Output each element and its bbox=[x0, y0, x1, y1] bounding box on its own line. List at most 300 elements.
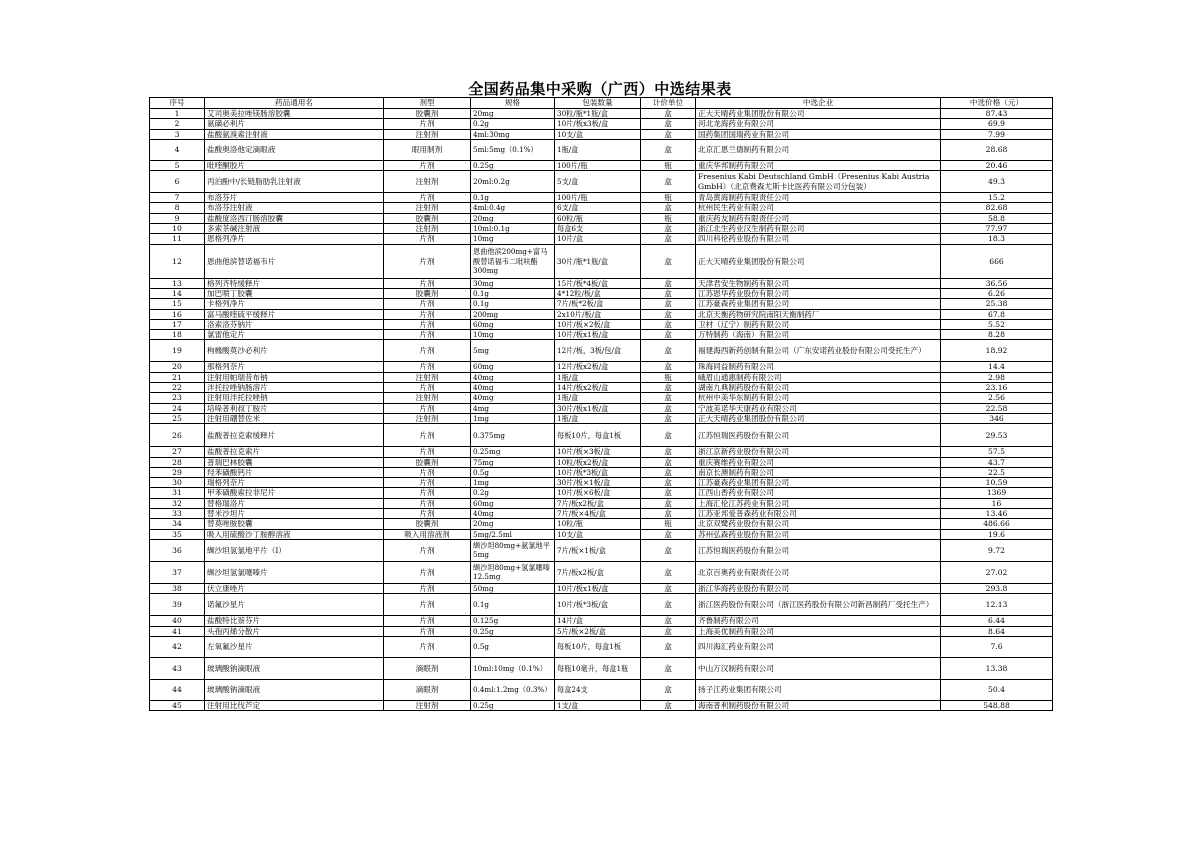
cell-no: 11 bbox=[150, 234, 205, 244]
cell-price: 18.3 bbox=[941, 234, 1053, 244]
cell-price: 6.26 bbox=[941, 288, 1053, 298]
table-row bbox=[150, 679, 1053, 700]
cell-pack: 每瓶10毫升，每盒1瓶 bbox=[555, 657, 641, 679]
table-row bbox=[150, 561, 1053, 583]
cell-company: 峨眉山通惠制药有限公司 bbox=[696, 372, 941, 382]
cell-company: 江苏恒瑞医药股份有限公司 bbox=[696, 424, 941, 447]
cell-no: 31 bbox=[150, 488, 205, 498]
table-row bbox=[150, 509, 1053, 519]
cell-name: 吡喹酮胶片 bbox=[205, 160, 384, 170]
table-row bbox=[150, 478, 1053, 488]
table-row bbox=[150, 193, 1053, 203]
cell-pack: 5支/盒 bbox=[555, 171, 641, 193]
cell-company: 江苏亚邦爱普森药业有限公司 bbox=[696, 509, 941, 519]
cell-price: 8.64 bbox=[941, 626, 1053, 636]
cell-company: 正大天晴药业集团股份有限公司 bbox=[696, 244, 941, 278]
table-row bbox=[150, 309, 1053, 319]
cell-pack: 7片/板×4板/盒 bbox=[555, 509, 641, 519]
table-row bbox=[150, 519, 1053, 529]
table-row bbox=[150, 539, 1053, 561]
cell-no: 3 bbox=[150, 129, 205, 139]
cell-no: 44 bbox=[150, 679, 205, 700]
cell-unit: 盒 bbox=[641, 679, 696, 700]
cell-spec: 40mg bbox=[471, 509, 555, 519]
cell-spec: 0.25g bbox=[471, 626, 555, 636]
cell-no: 21 bbox=[150, 372, 205, 382]
table-row bbox=[150, 467, 1053, 477]
cell-unit: 盒 bbox=[641, 139, 696, 160]
cell-price: 666 bbox=[941, 244, 1053, 278]
cell-price: 548.88 bbox=[941, 700, 1053, 710]
cell-name: 培哚普利叔丁胺片 bbox=[205, 403, 384, 413]
table-row bbox=[150, 171, 1053, 193]
cell-price: 293.8 bbox=[941, 583, 1053, 593]
cell-no: 36 bbox=[150, 539, 205, 561]
cell-no: 27 bbox=[150, 447, 205, 457]
cell-form: 注射剂 bbox=[384, 203, 471, 213]
cell-form: 胶囊剂 bbox=[384, 288, 471, 298]
cell-pack: 6支/盒 bbox=[555, 203, 641, 213]
cell-no: 39 bbox=[150, 594, 205, 616]
cell-no: 41 bbox=[150, 626, 205, 636]
cell-spec: 4ml:30mg bbox=[471, 129, 555, 139]
column-header-pack: 包装数量 bbox=[555, 98, 641, 109]
cell-form: 注射剂 bbox=[384, 224, 471, 234]
cell-price: 23.16 bbox=[941, 383, 1053, 393]
cell-form: 片剂 bbox=[384, 594, 471, 616]
cell-pack: 30片/板×1板/盒 bbox=[555, 478, 641, 488]
cell-price: 9.72 bbox=[941, 539, 1053, 561]
cell-price: 28.68 bbox=[941, 139, 1053, 160]
cell-company: 南京长澳制药有限公司 bbox=[696, 467, 941, 477]
cell-company: 北京天衡药物研究院南阳天衡制药厂 bbox=[696, 309, 941, 319]
table-row bbox=[150, 447, 1053, 457]
cell-name: 多索茶碱注射液 bbox=[205, 224, 384, 234]
table-body bbox=[150, 109, 1053, 711]
cell-spec: 0.2g bbox=[471, 488, 555, 498]
cell-unit: 盒 bbox=[641, 299, 696, 309]
cell-spec: 4mg bbox=[471, 403, 555, 413]
cell-no: 19 bbox=[150, 340, 205, 362]
cell-pack: 7片/板×1板/盒 bbox=[555, 539, 641, 561]
table-row bbox=[150, 383, 1053, 393]
cell-spec: 10ml:10mg（0.1%） bbox=[471, 657, 555, 679]
cell-form: 片剂 bbox=[384, 636, 471, 657]
cell-no: 45 bbox=[150, 700, 205, 710]
table-row bbox=[150, 278, 1053, 288]
cell-unit: 盒 bbox=[641, 393, 696, 403]
column-header-company: 中选企业 bbox=[696, 98, 941, 109]
cell-spec: 20mg bbox=[471, 109, 555, 119]
cell-spec: 5mg/2.5ml bbox=[471, 529, 555, 539]
cell-company: 四川海汇药业有限公司 bbox=[696, 636, 941, 657]
cell-form: 片剂 bbox=[384, 362, 471, 372]
cell-form: 片剂 bbox=[384, 234, 471, 244]
cell-spec: 40mg bbox=[471, 383, 555, 393]
cell-pack: 10支/盒 bbox=[555, 129, 641, 139]
cell-spec: 0.5g bbox=[471, 636, 555, 657]
cell-unit: 盒 bbox=[641, 403, 696, 413]
cell-company: 浙江北生药业汉生制药有限公司 bbox=[696, 224, 941, 234]
cell-company: 上海美优制药有限公司 bbox=[696, 626, 941, 636]
cell-form: 胶囊剂 bbox=[384, 213, 471, 223]
cell-unit: 瓶 bbox=[641, 213, 696, 223]
cell-unit: 盒 bbox=[641, 203, 696, 213]
cell-form: 注射剂 bbox=[384, 372, 471, 382]
cell-name: 洛索洛芬钠片 bbox=[205, 319, 384, 329]
cell-name: 注射用帕瑞昔布钠 bbox=[205, 372, 384, 382]
cell-pack: 7片/板x2板/盒 bbox=[555, 498, 641, 508]
cell-name: 枸橼酸莫沙必利片 bbox=[205, 340, 384, 362]
cell-unit: 盒 bbox=[641, 561, 696, 583]
cell-company: 浙江华海药业股份有限公司 bbox=[696, 583, 941, 593]
cell-pack: 10粒/瓶 bbox=[555, 519, 641, 529]
cell-form: 片剂 bbox=[384, 583, 471, 593]
cell-unit: 盒 bbox=[641, 488, 696, 498]
cell-unit: 瓶 bbox=[641, 160, 696, 170]
cell-spec: 0.2g bbox=[471, 119, 555, 129]
cell-company: 中山万汉制药有限公司 bbox=[696, 657, 941, 679]
table-row bbox=[150, 657, 1053, 679]
cell-price: 69.9 bbox=[941, 119, 1053, 129]
table-row bbox=[150, 413, 1053, 423]
cell-company: Fresenius Kabi Deutschland GmbH（Fresenius Kabi Austria GmbH）（北京费森尤斯卡比医药有限公司分包装） bbox=[696, 171, 941, 193]
cell-spec: 0.1g bbox=[471, 193, 555, 203]
cell-name: 玻璃酸钠滴眼液 bbox=[205, 657, 384, 679]
cell-name: 盐酸奥洛他定滴眼液 bbox=[205, 139, 384, 160]
cell-company: 天津君安生物制药有限公司 bbox=[696, 278, 941, 288]
cell-unit: 盒 bbox=[641, 626, 696, 636]
cell-no: 14 bbox=[150, 288, 205, 298]
cell-price: 22.58 bbox=[941, 403, 1053, 413]
cell-form: 胶囊剂 bbox=[384, 519, 471, 529]
cell-form: 片剂 bbox=[384, 193, 471, 203]
cell-no: 6 bbox=[150, 171, 205, 193]
cell-name: 恩格列净片 bbox=[205, 234, 384, 244]
cell-price: 1369 bbox=[941, 488, 1053, 498]
cell-price: 16 bbox=[941, 498, 1053, 508]
cell-no: 22 bbox=[150, 383, 205, 393]
cell-price: 43.7 bbox=[941, 457, 1053, 467]
page-title: 全国药品集中采购（广西）中选结果表 bbox=[468, 80, 732, 98]
cell-no: 40 bbox=[150, 616, 205, 626]
cell-name: 玻璃酸钠滴眼液 bbox=[205, 679, 384, 700]
table-row bbox=[150, 594, 1053, 616]
cell-no: 30 bbox=[150, 478, 205, 488]
cell-form: 片剂 bbox=[384, 447, 471, 457]
table-row bbox=[150, 203, 1053, 213]
cell-company: 海南普利制药股份有限公司 bbox=[696, 700, 941, 710]
cell-name: 恩曲他滨替诺福韦片 bbox=[205, 244, 384, 278]
cell-form: 片剂 bbox=[384, 119, 471, 129]
cell-name: 瑞格列奈片 bbox=[205, 478, 384, 488]
column-header-form: 剂型 bbox=[384, 98, 471, 109]
cell-name: 注射用比伐芦定 bbox=[205, 700, 384, 710]
cell-company: 珠海同益制药有限公司 bbox=[696, 362, 941, 372]
table-row bbox=[150, 330, 1053, 340]
cell-company: 正大天晴药业集团股份有限公司 bbox=[696, 413, 941, 423]
cell-form: 片剂 bbox=[384, 319, 471, 329]
cell-form: 片剂 bbox=[384, 278, 471, 288]
cell-spec: 75mg bbox=[471, 457, 555, 467]
cell-form: 片剂 bbox=[384, 488, 471, 498]
cell-name: 富马酸喹硫平缓释片 bbox=[205, 309, 384, 319]
cell-pack: 10片/板×3板/盒 bbox=[555, 447, 641, 457]
cell-pack: 1支/盒 bbox=[555, 700, 641, 710]
cell-price: 13.46 bbox=[941, 509, 1053, 519]
table-row bbox=[150, 109, 1053, 119]
cell-company: 江西山香药业有限公司 bbox=[696, 488, 941, 498]
cell-spec: 10mg bbox=[471, 330, 555, 340]
cell-price: 5.52 bbox=[941, 319, 1053, 329]
cell-spec: 0.1g bbox=[471, 299, 555, 309]
cell-unit: 盒 bbox=[641, 413, 696, 423]
cell-name: 左氧氟沙星片 bbox=[205, 636, 384, 657]
cell-unit: 瓶 bbox=[641, 193, 696, 203]
cell-unit: 盒 bbox=[641, 616, 696, 626]
cell-company: 重庆赛维药业有限公司 bbox=[696, 457, 941, 467]
cell-pack: 7片/板*2板/盒 bbox=[555, 299, 641, 309]
cell-company: 杭州民生药业有限公司 bbox=[696, 203, 941, 213]
cell-no: 26 bbox=[150, 424, 205, 447]
cell-name: 盐酸度洛西汀肠溶胶囊 bbox=[205, 213, 384, 223]
cell-spec: 20ml:0.2g bbox=[471, 171, 555, 193]
table-row bbox=[150, 529, 1053, 539]
cell-spec: 5ml:5mg（0.1%） bbox=[471, 139, 555, 160]
cell-no: 15 bbox=[150, 299, 205, 309]
cell-price: 486.66 bbox=[941, 519, 1053, 529]
cell-company: 上海汇伦江苏药业有限公司 bbox=[696, 498, 941, 508]
cell-company: 杭州中美华东制药有限公司 bbox=[696, 393, 941, 403]
cell-company: 重庆华邦制药有限公司 bbox=[696, 160, 941, 170]
table-row bbox=[150, 498, 1053, 508]
cell-company: 苏州弘森药业股份有限公司 bbox=[696, 529, 941, 539]
cell-unit: 盒 bbox=[641, 119, 696, 129]
cell-price: 87.43 bbox=[941, 109, 1053, 119]
cell-price: 77.97 bbox=[941, 224, 1053, 234]
cell-company: 福建海西新药创制有限公司（广东安诺药业股份有限公司受托生产） bbox=[696, 340, 941, 362]
cell-form: 片剂 bbox=[384, 160, 471, 170]
cell-no: 16 bbox=[150, 309, 205, 319]
cell-pack: 1瓶/盒 bbox=[555, 413, 641, 423]
cell-spec: 5mg bbox=[471, 340, 555, 362]
cell-form: 注射剂 bbox=[384, 393, 471, 403]
cell-unit: 盒 bbox=[641, 509, 696, 519]
cell-spec: 0.125g bbox=[471, 616, 555, 626]
cell-unit: 盒 bbox=[641, 309, 696, 319]
table-row bbox=[150, 244, 1053, 278]
cell-price: 27.02 bbox=[941, 561, 1053, 583]
cell-pack: 12片/板，3板/包/盒 bbox=[555, 340, 641, 362]
cell-price: 67.8 bbox=[941, 309, 1053, 319]
cell-price: 57.5 bbox=[941, 447, 1053, 457]
cell-company: 北京汇恩兰德制药有限公司 bbox=[696, 139, 941, 160]
cell-company: 四川科伦药业股份有限公司 bbox=[696, 234, 941, 244]
cell-company: 浙江医药股份有限公司（浙江医药股份有限公司新昌制药厂受托生产） bbox=[696, 594, 941, 616]
table-row bbox=[150, 488, 1053, 498]
cell-name: 缬沙坦氢氯地平片（I） bbox=[205, 539, 384, 561]
cell-unit: 盒 bbox=[641, 700, 696, 710]
cell-unit: 盒 bbox=[641, 424, 696, 447]
cell-form: 注射剂 bbox=[384, 129, 471, 139]
cell-pack: 10片/板x1板/盒 bbox=[555, 330, 641, 340]
cell-unit: 瓶 bbox=[641, 372, 696, 382]
cell-company: 北京双鹭药业股份有限公司 bbox=[696, 519, 941, 529]
table-row bbox=[150, 213, 1053, 223]
cell-pack: 15片/板*4板/盒 bbox=[555, 278, 641, 288]
cell-form: 注射剂 bbox=[384, 700, 471, 710]
cell-company: 万特制药（海南）有限公司 bbox=[696, 330, 941, 340]
cell-form: 片剂 bbox=[384, 539, 471, 561]
cell-no: 33 bbox=[150, 509, 205, 519]
cell-company: 重庆药友制药有限责任公司 bbox=[696, 213, 941, 223]
table-header-row bbox=[150, 98, 1053, 109]
cell-no: 35 bbox=[150, 529, 205, 539]
cell-pack: 1瓶/盒 bbox=[555, 393, 641, 403]
cell-name: 普瑞巴林胶囊 bbox=[205, 457, 384, 467]
cell-form: 片剂 bbox=[384, 561, 471, 583]
cell-no: 29 bbox=[150, 467, 205, 477]
cell-spec: 60mg bbox=[471, 319, 555, 329]
cell-price: 6.44 bbox=[941, 616, 1053, 626]
cell-form: 片剂 bbox=[384, 383, 471, 393]
cell-unit: 盒 bbox=[641, 171, 696, 193]
cell-price: 19.6 bbox=[941, 529, 1053, 539]
cell-pack: 10片/板×6板/盒 bbox=[555, 488, 641, 498]
table-row bbox=[150, 288, 1053, 298]
cell-pack: 30粒/瓶*1瓶/盒 bbox=[555, 109, 641, 119]
cell-company: 江苏豪森药业集团有限公司 bbox=[696, 299, 941, 309]
cell-unit: 盒 bbox=[641, 447, 696, 457]
cell-pack: 1瓶/盒 bbox=[555, 139, 641, 160]
table-row bbox=[150, 372, 1053, 382]
cell-spec: 40mg bbox=[471, 372, 555, 382]
cell-spec: 0.4ml:1.2mg（0.3%） bbox=[471, 679, 555, 700]
cell-no: 7 bbox=[150, 193, 205, 203]
cell-name: 布洛芬注射液 bbox=[205, 203, 384, 213]
cell-pack: 每盒6支 bbox=[555, 224, 641, 234]
cell-no: 43 bbox=[150, 657, 205, 679]
column-header-name: 药品通用名 bbox=[205, 98, 384, 109]
cell-no: 8 bbox=[150, 203, 205, 213]
cell-form: 片剂 bbox=[384, 340, 471, 362]
cell-form: 片剂 bbox=[384, 467, 471, 477]
cell-unit: 盒 bbox=[641, 319, 696, 329]
cell-pack: 每板10片，每盒1板 bbox=[555, 424, 641, 447]
column-header-no: 序号 bbox=[150, 98, 205, 109]
cell-unit: 盒 bbox=[641, 278, 696, 288]
cell-form: 滴眼剂 bbox=[384, 657, 471, 679]
cell-unit: 盒 bbox=[641, 636, 696, 657]
table-row bbox=[150, 403, 1053, 413]
cell-spec: 0.1g bbox=[471, 288, 555, 298]
cell-no: 9 bbox=[150, 213, 205, 223]
cell-company: 国药集团国瑞药业有限公司 bbox=[696, 129, 941, 139]
cell-no: 20 bbox=[150, 362, 205, 372]
cell-pack: 4*12粒/板/盒 bbox=[555, 288, 641, 298]
cell-spec: 1mg bbox=[471, 413, 555, 423]
cell-unit: 盒 bbox=[641, 539, 696, 561]
cell-name: 替格瑞洛片 bbox=[205, 498, 384, 508]
cell-price: 18.92 bbox=[941, 340, 1053, 362]
cell-spec: 10mg bbox=[471, 234, 555, 244]
cell-form: 片剂 bbox=[384, 330, 471, 340]
cell-company: 扬子江药业集团有限公司 bbox=[696, 679, 941, 700]
cell-no: 4 bbox=[150, 139, 205, 160]
cell-pack: 60粒/瓶 bbox=[555, 213, 641, 223]
cell-name: 丙泊酚中/长链脂肪乳注射液 bbox=[205, 171, 384, 193]
table-row bbox=[150, 340, 1053, 362]
cell-unit: 盒 bbox=[641, 529, 696, 539]
cell-form: 片剂 bbox=[384, 478, 471, 488]
cell-pack: 10片/板x1板/盒 bbox=[555, 583, 641, 593]
cell-company: 青岛黄海制药有限责任公司 bbox=[696, 193, 941, 203]
cell-name: 那格列奈片 bbox=[205, 362, 384, 372]
cell-pack: 每板10片，每盒1板 bbox=[555, 636, 641, 657]
cell-company: 江苏豪森药业集团有限公司 bbox=[696, 478, 941, 488]
cell-name: 盐酸特比萘芬片 bbox=[205, 616, 384, 626]
cell-spec: 1mg bbox=[471, 478, 555, 488]
cell-name: 艾司奥美拉唑镁肠溶胶囊 bbox=[205, 109, 384, 119]
cell-price: 50.4 bbox=[941, 679, 1053, 700]
cell-company: 正大天晴药业集团股份有限公司 bbox=[696, 109, 941, 119]
table-row bbox=[150, 129, 1053, 139]
table-row bbox=[150, 700, 1053, 710]
cell-name: 吸入用硫酸沙丁胺醇溶液 bbox=[205, 529, 384, 539]
cell-name: 注射用硼替佐米 bbox=[205, 413, 384, 423]
cell-form: 片剂 bbox=[384, 309, 471, 319]
cell-unit: 盒 bbox=[641, 288, 696, 298]
cell-unit: 盒 bbox=[641, 362, 696, 372]
cell-price: 58.8 bbox=[941, 213, 1053, 223]
cell-price: 7.99 bbox=[941, 129, 1053, 139]
cell-name: 注射用泮托拉唑钠 bbox=[205, 393, 384, 403]
cell-pack: 10片/盒 bbox=[555, 234, 641, 244]
cell-no: 23 bbox=[150, 393, 205, 403]
cell-company: 江苏恒瑞医药股份有限公司 bbox=[696, 539, 941, 561]
cell-no: 12 bbox=[150, 244, 205, 278]
cell-unit: 盒 bbox=[641, 244, 696, 278]
cell-unit: 盒 bbox=[641, 340, 696, 362]
cell-spec: 缬沙坦80mg+氨氯地平5mg bbox=[471, 539, 555, 561]
table-row bbox=[150, 424, 1053, 447]
cell-no: 18 bbox=[150, 330, 205, 340]
cell-price: 12.13 bbox=[941, 594, 1053, 616]
cell-form: 滴眼剂 bbox=[384, 679, 471, 700]
cell-pack: 100片/瓶 bbox=[555, 193, 641, 203]
cell-spec: 0.25g bbox=[471, 160, 555, 170]
cell-no: 34 bbox=[150, 519, 205, 529]
cell-spec: 0.5g bbox=[471, 467, 555, 477]
cell-spec: 0.25mg bbox=[471, 447, 555, 457]
table-row bbox=[150, 362, 1053, 372]
cell-company: 河北龙海药业有限公司 bbox=[696, 119, 941, 129]
cell-name: 氨磺必利片 bbox=[205, 119, 384, 129]
cell-pack: 1瓶/盒 bbox=[555, 372, 641, 382]
cell-price: 49.3 bbox=[941, 171, 1053, 193]
cell-name: 加巴喷丁胶囊 bbox=[205, 288, 384, 298]
cell-form: 片剂 bbox=[384, 498, 471, 508]
table-row bbox=[150, 224, 1053, 234]
cell-unit: 盒 bbox=[641, 583, 696, 593]
cell-spec: 50mg bbox=[471, 583, 555, 593]
cell-no: 25 bbox=[150, 413, 205, 423]
cell-form: 片剂 bbox=[384, 299, 471, 309]
cell-price: 346 bbox=[941, 413, 1053, 423]
cell-form: 胶囊剂 bbox=[384, 109, 471, 119]
cell-spec: 缬沙坦80mg+氢氯噻嗪12.5mg bbox=[471, 561, 555, 583]
cell-price: 8.28 bbox=[941, 330, 1053, 340]
